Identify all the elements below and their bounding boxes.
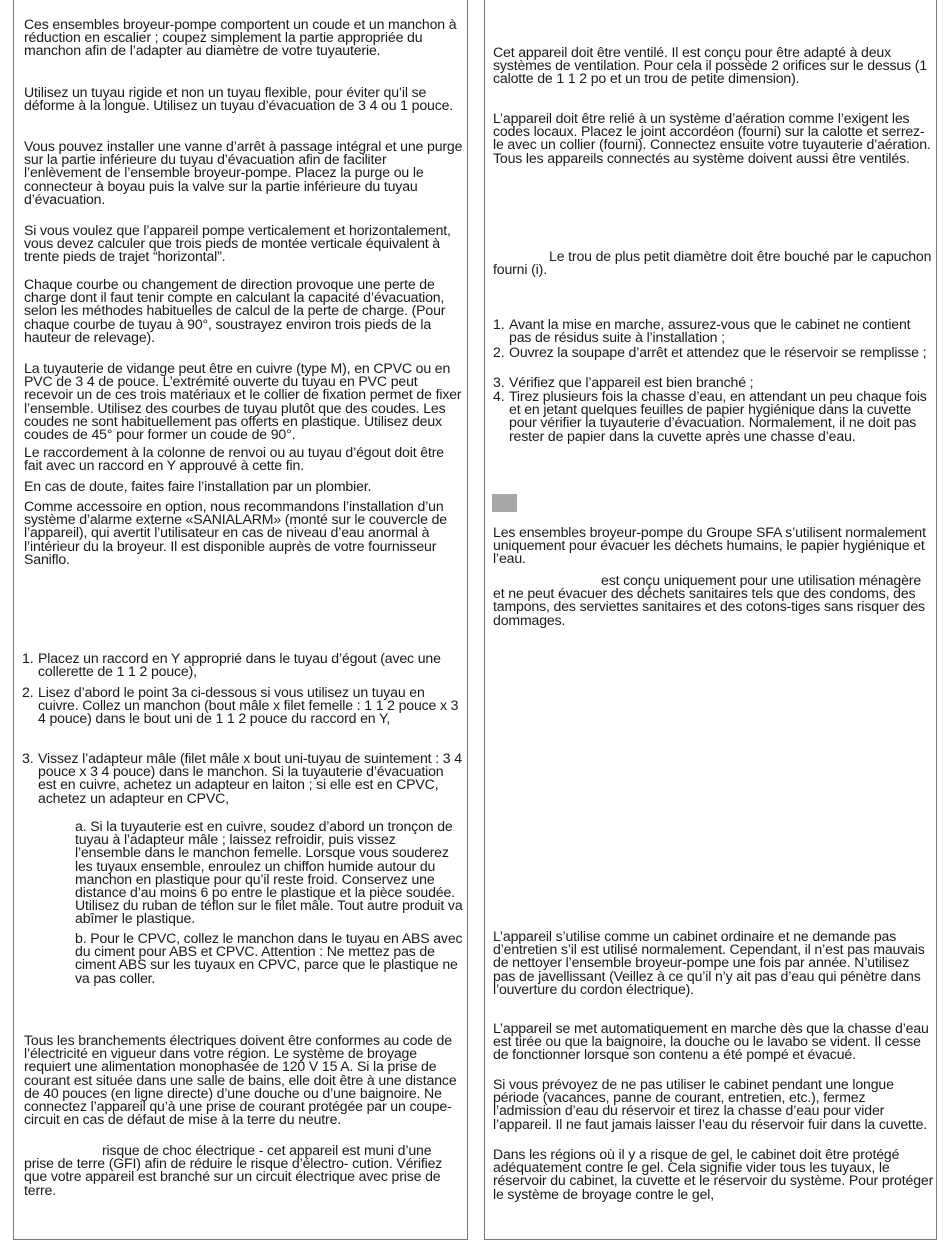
left-column xyxy=(13,0,468,1240)
list-item: 3. Vissez l’adapteur mâle (filet mâle x bout uni-tuyau de suintement : 3 4 pouce x 3 4 pouce) dans le manchon. Si la tuyauterie d’évacuation est en cuivre, achetez un adapteur en laiton ; si elle est en CPVC, achetez un adapteur en CPVC, xyxy=(22,750,462,806)
vertical-pumping-paragraph: Si vous voulez que l’appareil pompe verticalement et horizontalement, vous devez calculer que trois pieds de montée verticale équivalent à trente pieds de trajet “horizontal”. xyxy=(24,222,451,265)
maintenance-paragraph: L’appareil s’utilise comme un cabinet ordinaire et ne demande pas d’entretien s’il est utilisé normalement. Cependant, il n’est pas mauvais de nettoyer l’ensemble broyeur-pompe une fois par année. N’utilisez pas de javellissant (Veillez à ce qu’il n’y ait pas d’eau qui pénètre dans l’ouverture du cordon électrique). xyxy=(493,928,925,997)
small-hole-paragraph: Le trou de plus petit diamètre doit être bouché par le capuchon fourni (i). xyxy=(493,248,932,278)
list-item: 4. Tirez plusieurs fois la chasse d’eau, en attendant un peu chaque fois et en jetant quelques feuilles de papier hygiénique dans la cuvette pour vérifier la tuyauterie d’évacuation. Normalement, il ne doit pas rester de papier dans la cuvette après une chasse d’eau. xyxy=(493,388,927,444)
substep-copper: a. Si la tuyauterie est en cuivre, soudez d’abord un tronçon de tuyau à l’adapteur mâle ; laissez refroidir, puis vissez l’ensemble dans le manchon femelle. Lorsque vous souderez les tuyaux ensemble, enroulez un chiffon humide autour du manchon en plastique pour qu’il reste froid. Conservez une distance d’au moins 6 po entre le plastique et la pièce soudée. Utilisez du ruban de téflon sur le filet mâle. Tout autre produit va abîmer le plastique. xyxy=(75,818,463,927)
ventilation-paragraph: Cet appareil doit être ventilé. Il est conçu pour être adapté à deux systèmes de ventilation. Pour cela il possède 2 orifices sur le dessus (1 calotte de 1 1 2 po et un trou de petite dimension). xyxy=(493,44,928,87)
section-marker-box xyxy=(492,494,517,512)
frost-paragraph: Dans les régions où il y a risque de gel, le cabinet doit être protégé adéquatement contre le gel. Cela signifie vider tous les tuyaux, le réservoir du cabinet, la cuvette et le réservoir du système. Pour protéger le système de broyage contre le gel, xyxy=(493,1146,934,1202)
usage-paragraph: Les ensembles broyeur-pompe du Groupe SFA s’utilisent normalement uniquement pour évacuer les déchets humains, le papier hygiénique et l’eau. xyxy=(493,524,926,567)
shutoff-valve-paragraph: Vous pouvez installer une vanne d’arrêt à passage intégral et une purge sur la partie inférieure du tuyau d’évacuation afin de faciliter l’enlèvement de l’ensemble broyeur-pompe. Placez la purge ou le connecteur à boyau puis la valve sur la partie inférieure du tuyau d’évacuation. xyxy=(24,138,463,207)
usage-restriction-paragraph: est conçu uniquement pour une utilisation ménagère et ne peut évacuer des déchets sanitaires tels que des condoms, des tampons, des serviettes sanitaires et des cotons-tiges sans risquer des dommages. xyxy=(493,572,925,628)
list-item: 2. Ouvrez la soupape d’arrêt et attendez que le réservoir se remplisse ; xyxy=(493,344,927,360)
y-fitting-paragraph: Le raccordement à la colonne de renvoi ou au tuyau d’égout doit être fait avec un raccord en Y approuvé à cette fin. xyxy=(24,444,444,474)
substep-cpvc: b. Pour le CPVC, collez le manchon dans le tuyau en ABS avec du ciment pour ABS et CPVC. Attention : Ne mettez pas de ciment ABS sur les tuyaux en CPVC, parce que le plastique ne va pas coller. xyxy=(75,930,463,986)
drain-pipe-material-paragraph: La tuyauterie de vidange peut être en cuivre (type M), en CPVC ou en PVC de 3 4 de pouce. L’extrémité ouverte du tuyau en PVC peut recevoir un de ces trois matériaux et le collier de fixation permet de fixer l’ensemble. Utilisez des courbes de tuyau plutôt que des coudes. Les coudes ne sont habituellement pas offerts en plastique. Utilisez deux coudes de 45° pour former un coude de 90°. xyxy=(24,360,462,443)
sanialarm-paragraph: Comme accessoire en option, nous recommandons l’installation d’un système d’alarme externe «SANIALARM» (monté sur le couvercle de l’appareil), qui avertit l’utilisateur en cas de niveau d’eau anormal à l’intérieur du la broyeur. Il est disponible auprès de votre fournisseur Saniflo. xyxy=(24,498,447,567)
rigid-pipe-paragraph: Utilisez un tuyau rigide et non un tuyau flexible, pour éviter qu’il se déforme à la longue. Utilisez un tuyau d’évacuation de 3 4 ou 1 pouce. xyxy=(24,84,454,114)
auto-start-paragraph: L’appareil se met automatiquement en marche dès que la chasse d’eau est tirée ou que la baignoire, la douche ou le lavabo se vident. Il cesse de fonctionner lorsque son contenu a été pompé et évacué. xyxy=(493,1020,929,1063)
long-absence-paragraph: Si vous prévoyez de ne pas utiliser le cabinet pendant une longue période (vacances, panne de courant, entretien, etc.), fermez l’admission d’eau du réservoir et tirez la chasse d’eau pour vider l’appareil. Il ne faut jamais laisser l’eau du réservoir fuir dans la cuvette. xyxy=(493,1076,928,1132)
aeration-paragraph: L’appareil doit être relié à un système d’aération comme l’exigent les codes locaux. Placez le joint accordéon (fourni) sur la calotte et serrez-le avec un collier (fourni). Connectez ensuite votre tuyauterie d’aération. Tous les appareils connectés au système doivent aussi être ventilés. xyxy=(493,110,931,166)
list-item: 2. Lisez d’abord le point 3a ci-dessous si vous utilisez un tuyau en cuivre. Collez un manchon (bout mâle x filet femelle : 1 1 2 pouce x 3 4 pouce) dans le bout uni de 1 1 2 pouce du raccord en Y, xyxy=(22,684,459,727)
plumber-note: En cas de doute, faites faire l’installation par un plombier. xyxy=(24,478,372,494)
stepped-sleeve-paragraph: Ces ensembles broyeur-pompe comportent un coude et un manchon à réduction en escalier ; coupez simplement la partie appropriée du manchon afin de l’adapter au diamètre de votre tuyauterie. xyxy=(24,16,457,59)
list-item: 3. Vérifiez que l’appareil est bien branché ; xyxy=(493,374,754,390)
shock-warning-paragraph: risque de choc électrique - cet appareil est muni d’une prise de terre (GFI) afin de réduire le risque d’électro- cution. Vérifiez que votre appareil est branché sur un circuit électrique avec prise de terre. xyxy=(24,1142,443,1198)
right-column xyxy=(484,0,937,1240)
list-item: 1. Placez un raccord en Y approprié dans le tuyau d’égout (avec une collerette de 1 1 2 pouce), xyxy=(22,650,441,680)
head-loss-paragraph: Chaque courbe ou changement de direction provoque une perte de charge dont il faut tenir compte en calculant la capacité d’évacuation, selon les méthodes habituelles de calcul de la perte de charge. (Pour chaque courbe de tuyau à 90°, soustrayez environ trois pieds de la hauteur de relevage). xyxy=(24,276,446,345)
electrical-paragraph: Tous les branchements électriques doivent être conformes au code de l’électricité en vigueur dans votre région. Le système de broyage requiert une alimentation monophasée de 120 V 15 A. Si la prise de courant est située dans une salle de bains, elle doit être à une distance de 40 pouces (en ligne directe) d’une douche ou d’une baignoire. Ne connectez l’appareil qu’à une prise de courant protégée par un coupe-circuit en cas de défaut de mise à la terre du neutre. xyxy=(24,1032,457,1128)
list-item: 1. Avant la mise en marche, assurez-vous que le cabinet ne contient pas de résidus suite à l’installation ; xyxy=(493,316,911,346)
